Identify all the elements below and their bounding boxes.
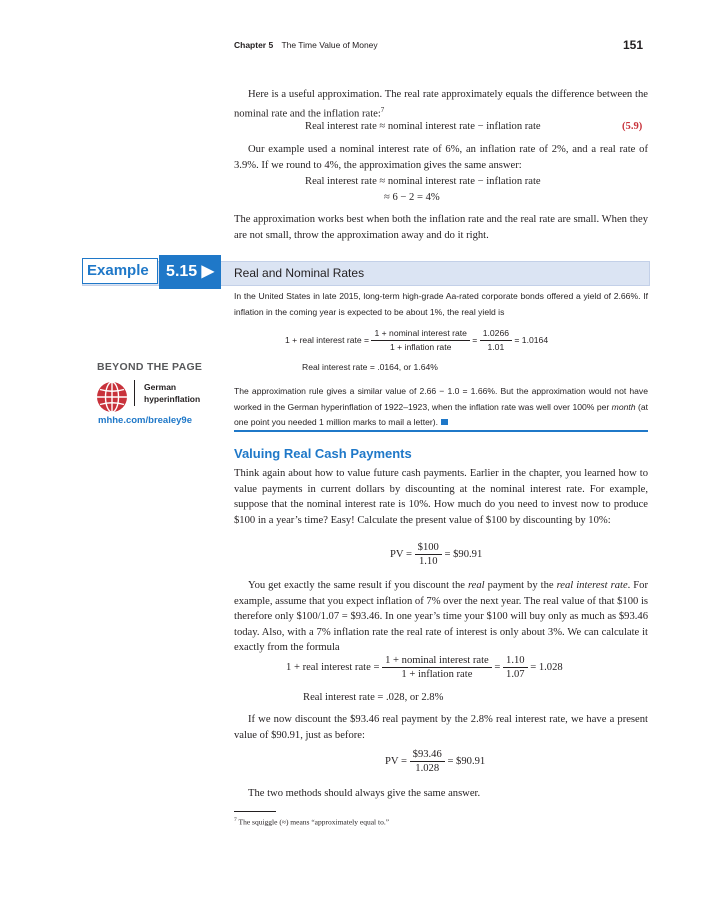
section-paragraph-4: The two methods should always give the same answer.	[248, 788, 481, 799]
pv-equation-1: PV = $\frac{\$100}{1.10}$ = $90.91	[390, 542, 483, 567]
chapter-title: The Time Value of Money	[281, 40, 378, 50]
sidebar-heading: BEYOND THE PAGE	[97, 361, 203, 373]
section-paragraph-2: You get exactly the same result if you discount the real payment by the real interest rate. For example, assume that you expect inflation of 7% over the next year. The real value of that $100 is therefore only $100/1.07 = $93.46. In one year’s time your $100 will buy only as much as $93.46 today. Also, with a 7% inflation rate the real rate of interest is only about 3%. We can calculate it exactly from the formula	[234, 580, 649, 654]
fraction-pv-1: $\frac{\$100}{1.10}$	[415, 541, 442, 568]
section-paragraph-3: If we now discount the $93.46 real payment by the 2.8% real interest rate, we have a present value of $90.91, just as before:	[234, 714, 648, 741]
globe-icon[interactable]	[95, 380, 129, 414]
example-conclusion: The approximation rule gives a similar value of 2.66 − 1.0 = 1.66%. But the approximation would not have worked in the German hyperinflation of 1922–1923, when the inflation rate was well over 100% per month (at one point you needed 1 million marks to mail a letter).	[234, 386, 648, 428]
footnote: $^7$ The squiggle (≈) means “approximately equal to.”	[234, 817, 390, 827]
equation-label: (5.9)	[622, 121, 643, 132]
running-header	[234, 40, 378, 50]
footnote-rule	[234, 811, 276, 812]
approx-equation-line1: Real interest rate ≈ nominal interest rate − inflation rate	[305, 176, 541, 187]
sidebar-item-german-hyperinflation[interactable]: German hyperinflation	[144, 382, 201, 404]
example-equation-2: Real interest rate = .0164, or 1.64%	[302, 362, 438, 372]
fraction-pv-2: $\frac{\$93.46}{1.028}$	[410, 748, 445, 775]
paragraph-example-rates: Our example used a nominal interest rate of 6%, an inflation rate of 2%, and a real rate of 3.9%. If we round to 4%, the approximation gives the same answer:	[234, 144, 648, 171]
page-number: 151	[623, 38, 644, 52]
example-label: Example	[82, 258, 158, 284]
paragraph-approximation: Here is a useful approximation. The real rate approximately equals the difference between the nominal rate and the inflation rate:$^7$	[234, 89, 648, 120]
end-of-example-marker	[441, 419, 448, 425]
equation-5-9: Real interest rate ≈ nominal interest rate − inflation rate	[305, 121, 541, 132]
chapter-label: Chapter 5	[234, 40, 274, 50]
fraction-values: $\frac{1.0266}{1.01}$	[480, 327, 512, 354]
fraction-nominal-over-inflation: $\frac{\text{1 + nominal interest rate}}{\text{1 + inflation rate}}$	[371, 327, 469, 354]
footnote-ref: 7	[380, 105, 385, 114]
real-rate-result: Real interest rate = .028, or 2.8%	[303, 692, 444, 703]
example-intro: In the United States in late 2015, long-term high-grade Aa-rated corporate bonds offered a yield of 2.66%. If inflation in the coming year is expected to be about 1%, the real yield is	[234, 291, 648, 317]
example-title: Real and Nominal Rates	[234, 266, 365, 280]
approx-equation-line2: ≈ 6 − 2 = 4%	[384, 192, 440, 203]
sidebar-link[interactable]: mhhe.com/brealey9e	[98, 415, 192, 426]
example-equation-1: 1 + real interest rate = $\frac{\text{1 + nominal interest rate}}{\text{1 + inflation rate}}$ = $\frac{1.0266}{1.01}$ = 1.0164	[285, 328, 549, 352]
real-rate-equation: 1 + real interest rate = $\frac{\text{1 + nominal interest rate}}{\text{1 + inflation rate}}$ = $\frac{1.10}{1.07}$ = 1.028	[286, 655, 563, 680]
paragraph-approx-note: The approximation works best when both the inflation rate and the real rate are small. When they are not small, throw the approximation away and do it right.	[234, 214, 648, 241]
example-divider	[234, 430, 648, 432]
section-title: Valuing Real Cash Payments	[234, 446, 412, 461]
pv-equation-2: PV = $\frac{\$93.46}{1.028}$ = $90.91	[385, 749, 486, 774]
fraction-nominal-over-inflation-2: $\frac{\text{1 + nominal interest rate}}{\text{1 + inflation rate}}$	[382, 654, 492, 681]
section-paragraph-1: Think again about how to value future cash payments. Earlier in the chapter, you learned how to value payments in current dollars by discounting at the nominal interest rate. For example, suppose that the nominal interest rate is 10%. How much do you need to invest now to produce $100 in a year’s time? Easy! Calculate the present value of $100 by discounting by 10%:	[234, 468, 648, 526]
sidebar-divider	[134, 380, 135, 406]
fraction-values-2: $\frac{1.10}{1.07}$	[503, 654, 528, 681]
example-number: 5.15 ▶	[159, 255, 221, 289]
